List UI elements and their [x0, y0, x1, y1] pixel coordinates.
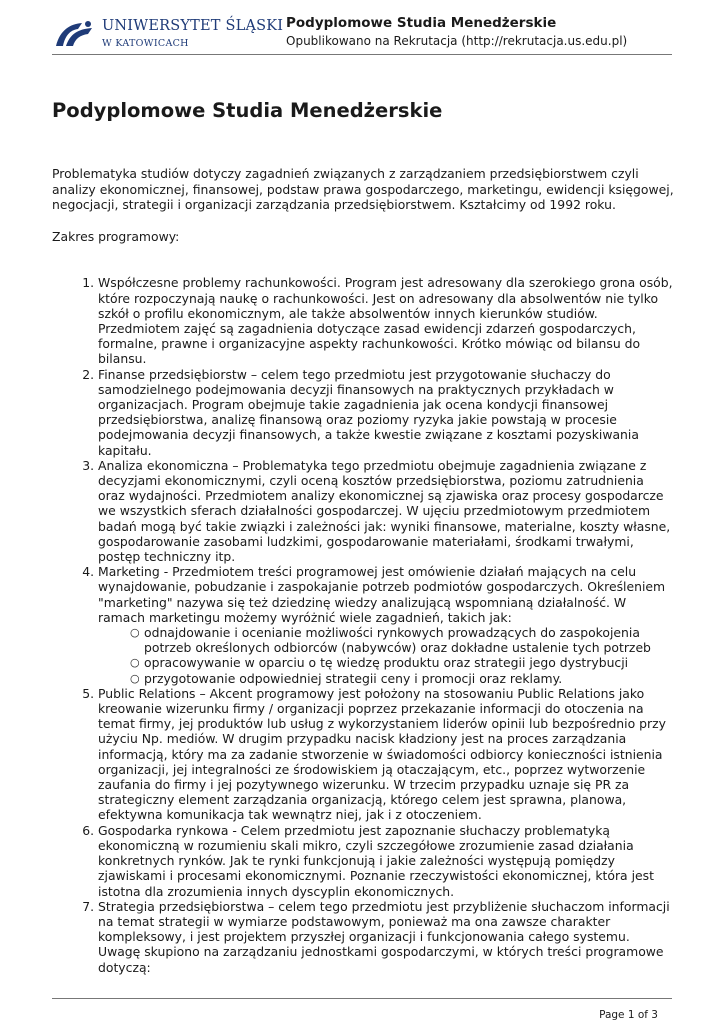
header-document-title: Podyplomowe Studia Menedżerskie [286, 15, 557, 31]
university-emblem-icon [52, 20, 94, 48]
list-item-text: Analiza ekonomiczna – Problematyka tego przedmiotu obejmuje zagadnienia związane z decyzjami ekonomicznymi, czyli oceną kosztów przedsiębiorstwa, poziomu zatrudnienia oraz wydajności. Przedmiotem analizy ekonomicznej są zjawiska oraz procesy gospodarcze we wszystkich sferach działalności gospodarczej. W ujęciu przedmiotowym przedmiotem badań mogą być takie związki i zależności jak: wyniki finansowe, materialne, koszty własne, gospodarowanie zasobami ludzkimi, gospodarowanie materiałami, środkami trwałymi, postęp techniczny itp. [98, 457, 671, 565]
list-item [98, 275, 674, 366]
circle-bullet-icon: ○ [130, 656, 140, 670]
list-item [98, 367, 674, 458]
sublist-item-text: opracowywanie w oparciu o tę wiedzę produktu oraz strategii jego dystrybucji [144, 655, 629, 671]
list-item [98, 564, 674, 686]
sublist-item-text: przygotowanie odpowiedniej strategii ceny i promocji oraz reklamy. [144, 670, 563, 686]
logo-university-name: UNIWERSYTET ŚLĄSKI [102, 18, 284, 34]
list-item-text: Współczesne problemy rachunkowości. Program jest adresowany dla szerokiego grona osób, które rozpoczynają naukę o rachunkowości. Jest on adresowany dla absolwentów nie tylko szkół o profilu ekonomicznym, ale także absolwentów innych kierunków studiów. Przedmiotem zajęć są zagadnienia dotyczące zasad ewidencji zdarzeń gospodarczych, formalne, prawne i organizacyjne aspekty rachunkowości. Krótko mówiąc od bilansu do bilansu. [98, 275, 673, 367]
circle-bullet-icon: ○ [130, 626, 140, 640]
header-divider [52, 54, 672, 55]
page-number: Page 1 of 3 [599, 1009, 658, 1021]
list-item-text: Finanse przedsiębiorstw – celem tego przedmiotu jest przygotowanie słuchaczy do samodzielnego podejmowania decyzji finansowych na praktycznych przykładach w organizacjach. Program obejmuje takie zagadnienia jak ocena kondycji finansowej przedsiębiorstwa, analizę finansową oraz poziomy ryzyka jakie powstają w procesie podejmowania decyzji finansowych, a także kwestie związane z kosztami pozyskiwania kapitału. [98, 366, 639, 458]
list-item-text: Marketing - Przedmiotem treści programowej jest omówienie działań mających na celu wynajdowanie, pobudzanie i zaspokajanie potrzeb podmiotów gospodarczych. Określeniem "marketing" nazywa się też dziedzinę wiedzy analizującą wspomnianą działalność. W ramach marketingu możemy wyróżnić wiele zagadnień, takich jak: [98, 564, 666, 625]
list-item [98, 823, 674, 899]
program-list [52, 275, 674, 974]
logo-university-city: W KATOWICACH [102, 38, 189, 49]
scope-label: Zakres programowy: [52, 228, 180, 244]
sublist-item-text: odnajdowanie i ocenianie możliwości rynkowych prowadzących do zaspokojenia potrzeb określonych odbiorców (nabywców) oraz dokładne ustalenie tych potrzeb [144, 625, 651, 656]
footer-divider [52, 998, 672, 999]
sublist-item [130, 670, 674, 686]
list-item-text: Public Relations – Akcent programowy jest położony na stosowaniu Public Relations jako kreowanie wizerunku firmy / organizacji poprzez przekazanie informacji do otoczenia na temat firmy, jej produktów lub usług z wykorzystaniem liderów opinii lub bezpośrednio przy użyciu Np. mediów. W drugim przypadku nacisk kładziony jest na proces zarządzania informacją, który ma za zadanie stworzenie w świadomości odbiorcy konieczności istnienia organizacji, jej integralności ze środowiskiem ją otaczającym, etc., poprzez wytworzenie zaufania do firmy i jej pozytywnego wizerunku. W trzecim przypadku uznaje się PR za strategiczny element zarządzania organizacją, którego celem jest sprawna, planowa, efektywna komunikacja tak wewnątrz niej, jak i z otoczeniem. [98, 685, 666, 823]
list-item [98, 458, 674, 564]
page-title: Podyplomowe Studia Menedżerskie [52, 99, 443, 122]
intro-paragraph: Problematyka studiów dotyczy zagadnień związanych z zarządzaniem przedsiębiorstwem czyli analizy ekonomicznej, finansowej, podstaw prawa gospodarczego, marketingu, ewidencji księgowej, negocjacji, strategii i organizacji zarządzania przedsiębiorstwem. Kształcimy od 1992 roku. [52, 166, 674, 213]
university-logo[interactable] [52, 18, 284, 52]
list-item [98, 899, 674, 975]
header-published-source: Opublikowano na Rekrutacja (http://rekrutacja.us.edu.pl) [286, 34, 628, 48]
list-item [98, 686, 674, 823]
marketing-sublist [98, 625, 674, 686]
sublist-item [130, 655, 674, 671]
circle-bullet-icon: ○ [130, 671, 140, 685]
main-content [52, 98, 674, 975]
list-item-text: Gospodarka rynkowa - Celem przedmiotu jest zapoznanie słuchaczy problematyką ekonomiczną w rozumieniu skali mikro, czyli szczegółowe zrozumienie zasad działania konkretnych rynków. Jak te rynki funkcjonują i jakie zależności występują pomiędzy zjawiskami i procesami ekonomicznymi. Poznanie rzeczywistości ekonomicznej, która jest istotna dla zrozumienia innych dyscyplin ekonomicznych. [98, 822, 654, 899]
list-item-text: Strategia przedsiębiorstwa – celem tego przedmiotu jest przybliżenie słuchaczom informacji na temat strategii w wymiarze podstawowym, ponieważ ma ona zawsze charakter kompleksowy, i jest projektem przyszłej organizacji i funkcjonowania całego systemu. Uwagę skupiono na zarządzaniu jednostkami gospodarczymi, w których treści programowe dotyczą: [98, 898, 670, 975]
page-header [52, 12, 672, 56]
sublist-item [130, 625, 674, 656]
